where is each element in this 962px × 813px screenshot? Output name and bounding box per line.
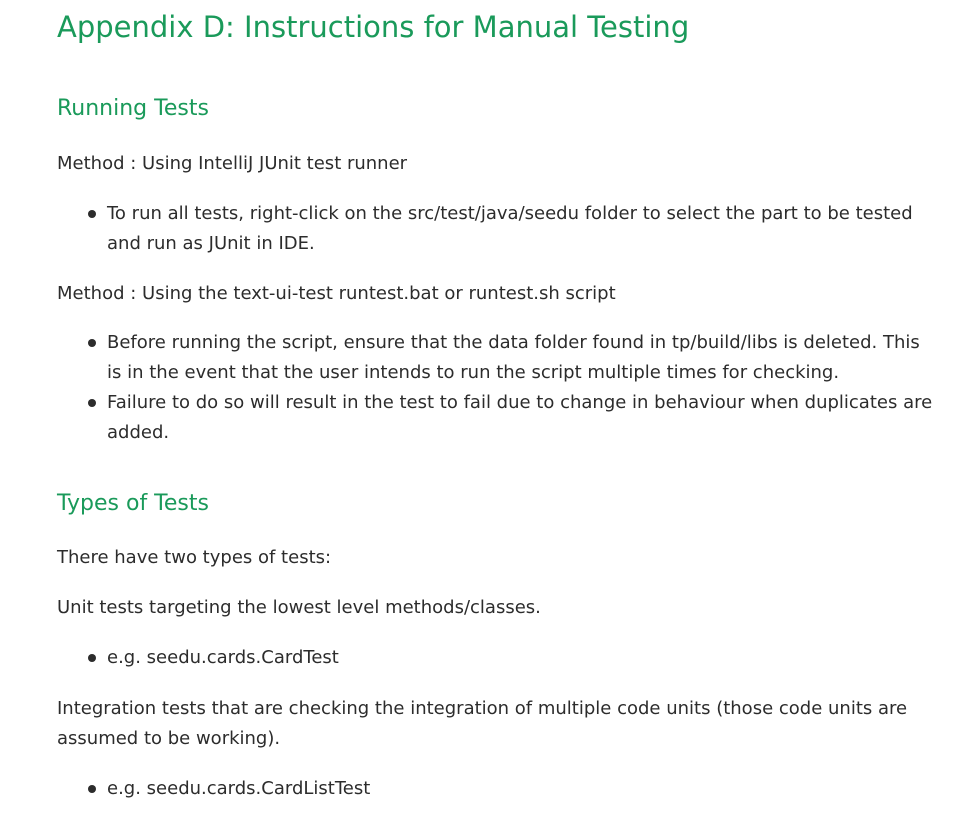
heading-types-of-tests: Types of Tests <box>57 491 209 516</box>
bullet-icon <box>88 339 96 347</box>
bullet-icon <box>88 210 96 218</box>
unit-tests-list <box>57 643 937 673</box>
bullet-icon <box>88 399 96 407</box>
method-script: Method : Using the text-ui-test runtest.bat or runtest.sh script <box>57 283 616 304</box>
list-item <box>57 328 937 388</box>
unit-tests-description: Unit tests targeting the lowest level methods/classes. <box>57 597 541 618</box>
page-title: Appendix D: Instructions for Manual Testing <box>57 10 690 44</box>
types-intro: There have two types of tests: <box>57 547 332 568</box>
bullet-icon <box>88 785 96 793</box>
list-item <box>57 643 937 673</box>
list-item-text: e.g. seedu.cards.CardTest <box>107 647 339 668</box>
list-item <box>57 388 937 448</box>
list-item-text: Failure to do so will result in the test to fail due to change in behaviour when duplicates are added. <box>107 392 933 443</box>
method-intellij-list <box>57 199 937 259</box>
list-item <box>57 199 937 259</box>
list-item-text: To run all tests, right-click on the src/test/java/seedu folder to select the part to be tested and run as JUnit in IDE. <box>107 203 913 254</box>
list-item-text: Before running the script, ensure that the data folder found in tp/build/libs is deleted. This is in the event that the user intends to run the script multiple times for checking. <box>107 332 920 383</box>
bullet-icon <box>88 654 96 662</box>
integration-tests-list <box>57 774 937 804</box>
method-script-list <box>57 328 937 448</box>
heading-running-tests: Running Tests <box>57 96 209 121</box>
list-item <box>57 774 937 804</box>
list-item-text: e.g. seedu.cards.CardListTest <box>107 778 371 799</box>
integration-tests-description: Integration tests that are checking the integration of multiple code units (those code units are assumed to be working). <box>57 698 908 749</box>
method-intellij: Method : Using IntelliJ JUnit test runner <box>57 153 408 174</box>
